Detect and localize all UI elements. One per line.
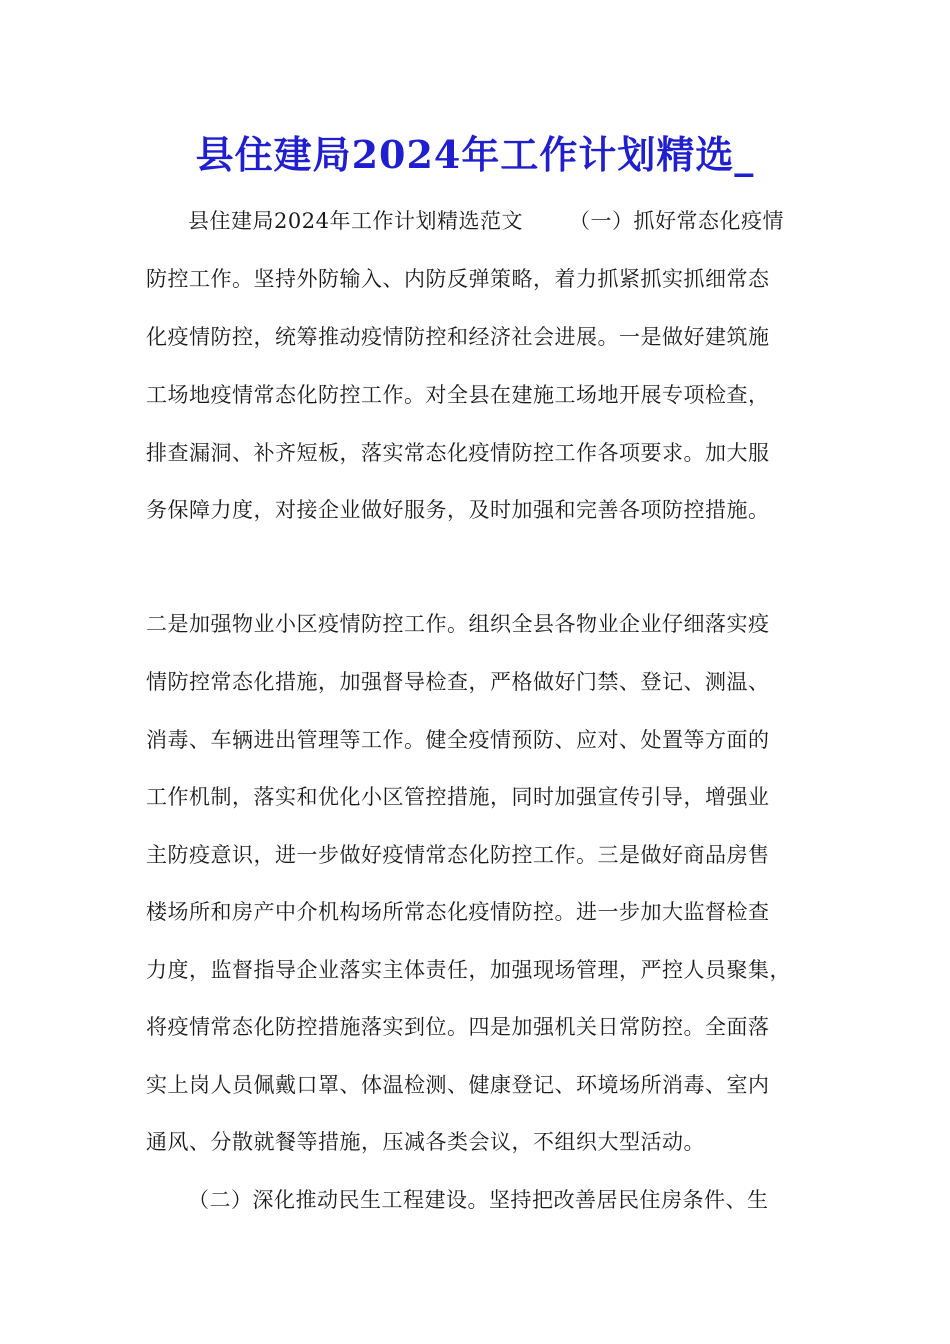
paragraph-line: 二是加强物业小区疫情防控工作。组织全县各物业企业仔细落实疫: [146, 612, 770, 636]
paragraph-line: 务保障力度，对接企业做好服务，及时加强和完善各项防控措施。: [146, 498, 770, 522]
paragraph-line-first: [188, 206, 784, 236]
paragraph-line: 防控工作。坚持外防输入、内防反弹策略，着力抓紧抓实抓细常态: [146, 267, 770, 291]
paragraph-line: 消毒、车辆进出管理等工作。健全疫情预防、应对、处置等方面的: [146, 728, 770, 752]
paragraph-line: 力度，监督指导企业落实主体责任，加强现场管理，严控人员聚集，: [146, 958, 791, 982]
document-title: 县住建局2024年工作计划精选_: [195, 132, 755, 177]
paragraph-line: 情防控常态化措施，加强督导检查，严格做好门禁、登记、测温、: [146, 670, 770, 694]
paragraph-line: 将疫情常态化防控措施落实到位。四是加强机关日常防控。全面落: [146, 1015, 770, 1039]
paragraph-line: 实上岗人员佩戴口罩、体温检测、健康登记、环境场所消毒、室内: [146, 1073, 770, 1097]
paragraph-line: 通风、分散就餐等措施，压减各类会议，不组织大型活动。: [146, 1130, 705, 1154]
paragraph-line: 工作机制，落实和优化小区管控措施，同时加强宣传引导，增强业: [146, 785, 770, 809]
paragraph-line: 楼场所和房产中介机构场所常态化疫情防控。进一步加大监督检查: [146, 900, 770, 924]
paragraph-line: 排查漏洞、补齐短板，落实常态化疫情防控工作各项要求。加大服: [146, 441, 770, 465]
section-one-heading: （一）抓好常态化疫情: [568, 209, 784, 233]
paragraph-line: 工场地疫情常态化防控工作。对全县在建施工场地开展专项检查，: [146, 383, 770, 407]
paragraph-line: 化疫情防控，统筹推动疫情防控和经济社会进展。一是做好建筑施: [146, 325, 770, 349]
paragraph-line: 主防疫意识，进一步做好疫情常态化防控工作。三是做好商品房售: [146, 843, 770, 867]
doc-subtitle-text: 县住建局2024年工作计划精选范文: [188, 209, 523, 233]
section-two-heading-line: （二）深化推动民生工程建设。坚持把改善居民住房条件、生: [188, 1188, 769, 1212]
